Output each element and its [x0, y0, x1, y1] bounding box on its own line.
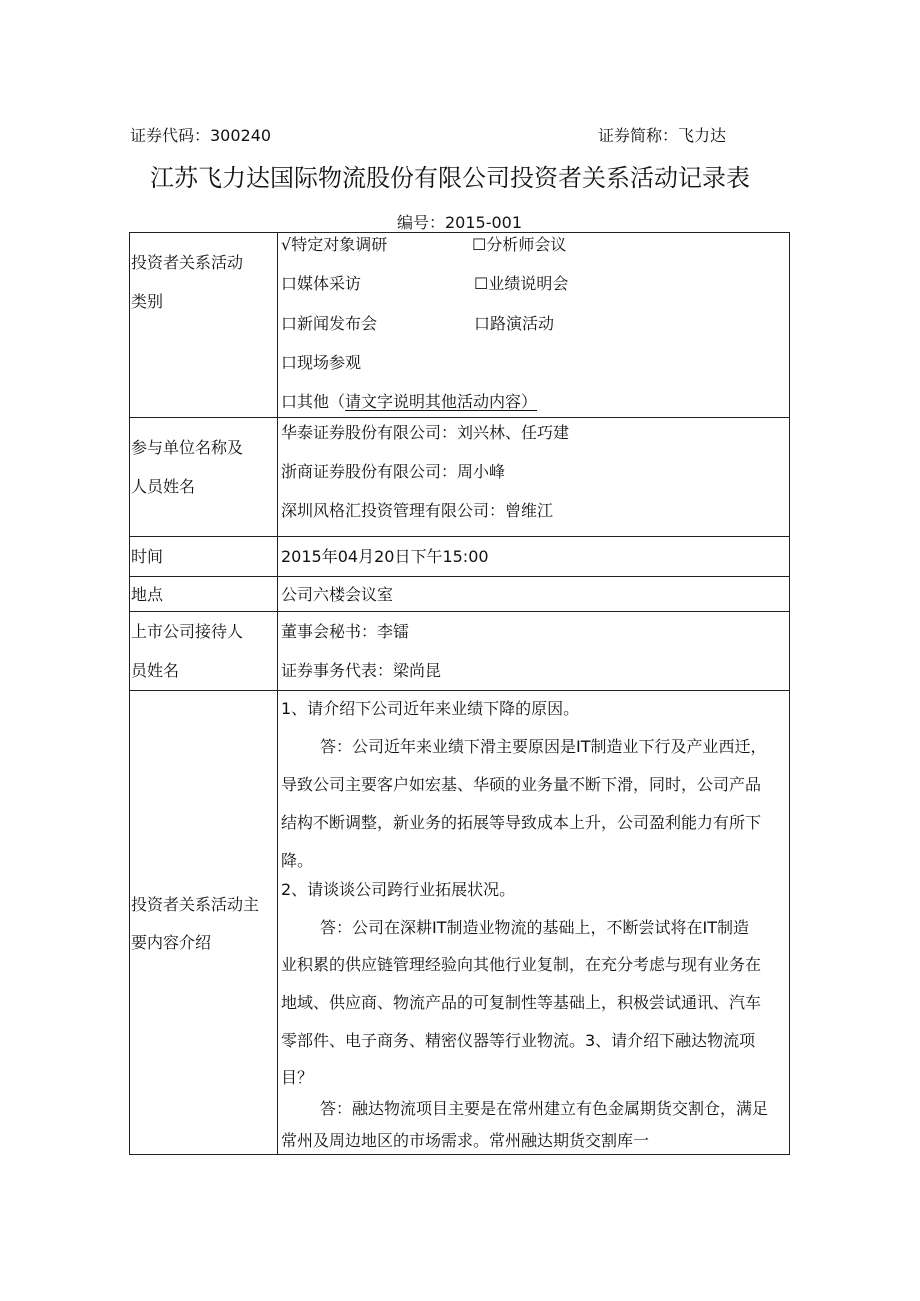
place-label: 地点: [131, 585, 164, 604]
security-short-name: 证券简称：飞力达: [598, 126, 727, 145]
column-divider: [277, 232, 278, 1155]
option-press-conference[interactable]: 口新闻发布会: [281, 314, 378, 333]
content-line: 降。: [281, 851, 314, 870]
content-line: 结构不断调整，新业务的拓展等导致成本上升，公司盈利能力有所下: [281, 813, 762, 832]
row-divider: [129, 690, 790, 691]
option-other-label: 口其他（: [281, 392, 346, 411]
content-label-line1: 投资者关系活动主: [131, 895, 260, 914]
option-roadshow[interactable]: 口路演活动: [474, 314, 555, 333]
place-value: 公司六楼会议室: [281, 585, 394, 604]
row-divider: [129, 536, 790, 537]
participant-line: 华泰证券股份有限公司：刘兴林、任巧建: [281, 423, 570, 442]
time-value: 2015年04月20日下午15:00: [281, 547, 489, 566]
row-divider: [129, 576, 790, 577]
content-line: 2、请谈谈公司跨行业拓展状况。: [281, 880, 516, 899]
option-other[interactable]: [281, 392, 537, 412]
participant-line: 浙商证券股份有限公司：周小峰: [281, 462, 506, 481]
table-border-left: [129, 232, 130, 1155]
option-media-interview[interactable]: 口媒体采访: [281, 274, 362, 293]
content-line: 导致公司主要客户如宏基、华硕的业务量不断下滑，同时，公司产品: [281, 775, 762, 794]
reception-line: 董事会秘书：李镭: [281, 622, 410, 641]
table-border-right: [789, 232, 790, 1155]
time-label: 时间: [131, 547, 164, 566]
content-line: 常州及周边地区的市场需求。常州融达期货交割库一: [281, 1131, 650, 1150]
row-divider: [129, 611, 790, 612]
participant-line: 深圳风格汇投资管理有限公司：曾维江: [281, 501, 554, 520]
content-line: 答：公司近年来业绩下滑主要原因是IT制造业下行及产业西迁，: [320, 737, 767, 756]
reception-label-line2: 员姓名: [131, 661, 180, 680]
participants-label-line1: 参与单位名称及: [131, 438, 244, 457]
reception-label-line1: 上市公司接待人: [131, 622, 244, 641]
content-line: 地域、供应商、物流产品的可复制性等基础上，积极尝试通讯、汽车: [281, 993, 762, 1012]
table-border-top: [129, 232, 790, 233]
content-line: 零部件、电子商务、精密仪器等行业物流。3、请介绍下融达物流项: [281, 1031, 756, 1050]
content-line: 1、请介绍下公司近年来业绩下降的原因。: [281, 699, 580, 718]
option-results-briefing[interactable]: ☐业绩说明会: [474, 274, 569, 293]
category-label-line2: 类别: [131, 292, 164, 311]
option-specific-research[interactable]: √特定对象调研: [281, 235, 388, 254]
table-border-bottom: [129, 1154, 790, 1155]
participants-label-line2: 人员姓名: [131, 477, 196, 496]
content-line: 业积累的供应链管理经验向其他行业复制，在充分考虑与现有业务在: [281, 955, 762, 974]
serial-number: 编号：2015-001: [397, 213, 523, 232]
option-analyst-meeting[interactable]: ☐分析师会议: [472, 235, 567, 254]
page-title: 江苏飞力达国际物流股份有限公司投资者关系活动记录表: [150, 164, 750, 192]
content-line: 答：融达物流项目主要是在常州建立有色金属期货交割仓，满足: [320, 1099, 769, 1118]
option-site-visit[interactable]: 口现场参观: [281, 353, 362, 372]
option-other-note: 请文字说明其他活动内容）: [345, 392, 538, 411]
content-line: 目？: [281, 1068, 314, 1087]
content-line: 答：公司在深耕IT制造业物流的基础上，不断尝试将在IT制造: [320, 918, 749, 937]
category-label-line1: 投资者关系活动: [131, 253, 244, 272]
security-code: 证券代码：300240: [130, 126, 272, 145]
content-label-line2: 要内容介绍: [131, 933, 212, 952]
row-divider: [129, 417, 790, 418]
reception-line: 证券事务代表：梁尚昆: [281, 661, 442, 680]
